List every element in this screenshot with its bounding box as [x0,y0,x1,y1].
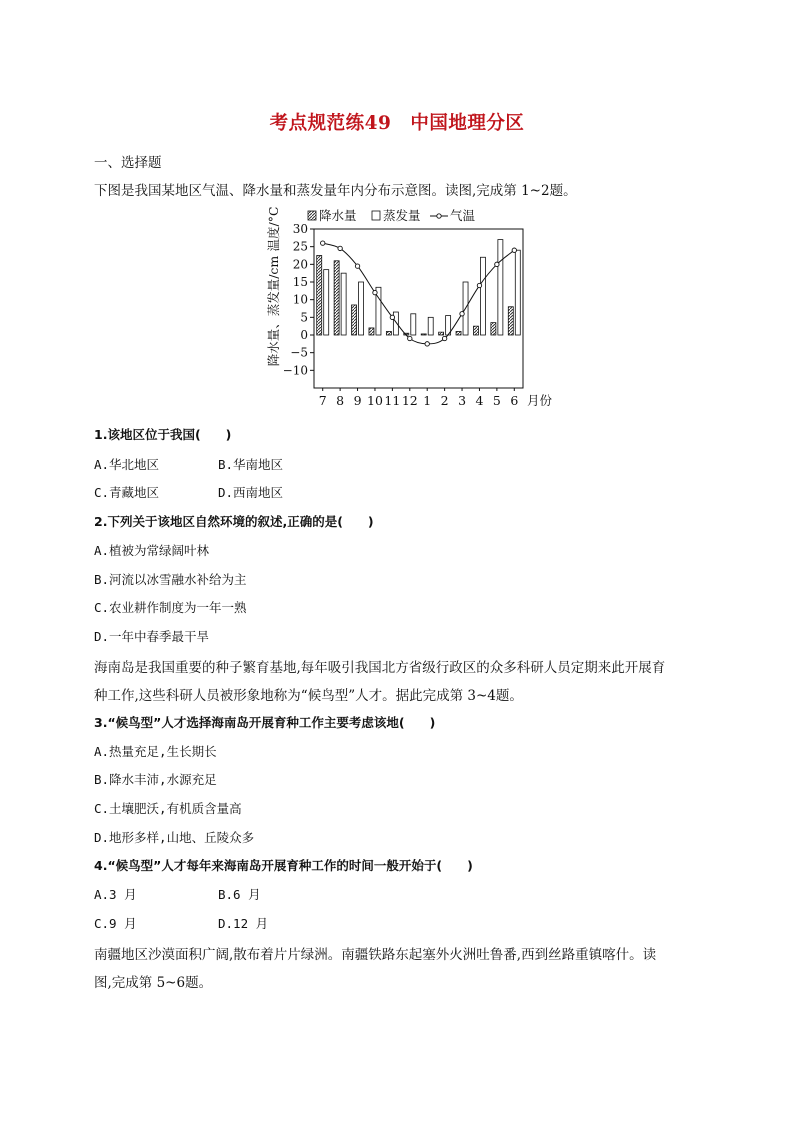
x-tick-label: 11 [384,393,401,408]
q2-option-b: B.河流以冰雪融水补给为主 [94,572,247,587]
x-tick-label: 4 [475,393,484,408]
q4-option-d: D.12 月 [218,916,269,931]
temperature-point [373,290,377,294]
y-tick-label: 5 [300,310,308,325]
legend-precip-label: 降水量 [319,208,357,223]
q2-option-d: D.一年中春季最干旱 [94,629,210,644]
legend-evap-swatch [372,211,380,220]
q1-option-c: C.青藏地区 [94,485,160,500]
q4-option-b: B.6 月 [218,887,261,902]
question-3-stem: 3.“候鸟型”人才选择海南岛开展育种工作主要考虑该地( ) [94,715,436,730]
temperature-point [495,262,499,266]
question-2-stem: 2.下列关于该地区自然环境的叙述,正确的是( ) [94,514,374,529]
y-tick-label: 15 [292,275,308,289]
y-tick-label: −10 [282,363,308,378]
climate-chart [264,206,553,417]
precipitation-bar [317,256,322,336]
temperature-point [425,342,429,346]
legend-temp-label: 气温 [450,208,476,223]
evaporation-bar [411,314,416,335]
y-tick-label: 30 [292,222,308,236]
x-axis-label: 月份 [527,393,553,408]
q3-option-b: B.降水丰沛,水源充足 [94,772,217,787]
passage-2-line-2: 种工作,这些科研人员被形象地称为“候鸟型”人才。据此完成第 3~4题。 [94,688,523,704]
section-heading: 一、选择题 [94,155,162,171]
temperature-point [477,283,481,287]
precipitation-bar [491,323,496,335]
q1-option-a: A.华北地区 [94,457,160,472]
evaporation-bar [428,317,433,335]
x-tick-label: 6 [510,393,519,408]
x-tick-label: 3 [458,393,467,408]
temperature-point [408,336,412,340]
q3-option-c: C.土壤肥沃,有机质含量高 [94,801,242,816]
intro-text-1: 下图是我国某地区气温、降水量和蒸发量年内分布示意图。读图,完成第 1~2题。 [94,183,577,199]
x-tick-label: 5 [492,393,501,408]
precipitation-bar [508,307,513,335]
x-tick-label: 2 [440,393,449,408]
q2-option-a: A.植被为常绿阔叶林 [94,543,210,558]
precipitation-bar [473,326,478,335]
temperature-point [512,248,516,252]
y-axis-label-left [266,256,281,367]
evaporation-bar [498,240,503,335]
y-axis-label-primary: 降水量、蒸发量/cm [266,255,281,367]
evaporation-bar [324,270,329,335]
passage-3-line-2: 图,完成第 5~6题。 [94,975,213,991]
chart-legend [308,208,476,223]
y-tick-label: 0 [300,328,308,342]
precipitation-bar [369,328,374,335]
y-tick-label: 25 [292,239,308,254]
y-axis-label-secondary: 温度/°C [266,206,281,252]
q3-option-a: A.热量充足,生长期长 [94,744,217,759]
y-axis-label-right [266,206,281,251]
q4-option-c: C.9 月 [94,916,137,931]
x-tick-label: 8 [336,393,345,408]
legend-precip-swatch [308,211,316,220]
temperature-point [355,264,359,268]
temperature-point [460,312,464,316]
y-tick-label: 20 [292,257,308,272]
evaporation-bar [480,257,485,335]
question-4-stem: 4.“候鸟型”人才每年来海南岛开展育种工作的时间一般开始于( ) [94,858,473,873]
temperature-point [390,315,394,319]
q1-option-d: D.西南地区 [218,485,284,500]
precipitation-bar [439,332,444,335]
x-tick-label: 1 [423,393,432,408]
x-tick-label: 10 [367,393,383,408]
q3-option-d: D.地形多样,山地、丘陵众多 [94,830,255,845]
legend-evap-label: 蒸发量 [383,208,421,223]
y-tick-label: −5 [290,345,308,360]
x-tick-label: 7 [318,393,327,408]
q4-option-a: A.3 月 [94,887,137,902]
precipitation-bar [386,331,391,335]
precipitation-bar [352,305,357,335]
q1-option-b: B.华南地区 [218,457,284,472]
temperature-point [338,246,342,250]
precipitation-bar [456,331,461,335]
legend-temp-marker [437,214,441,218]
temperature-point [321,241,325,245]
evaporation-bar [341,273,346,335]
evaporation-bar [515,250,520,335]
evaporation-bar [359,282,364,335]
q2-option-c: C.农业耕作制度为一年一熟 [94,600,247,615]
precipitation-bar [421,334,426,335]
precipitation-bar [334,261,339,335]
passage-3-line-1: 南疆地区沙漠面积广阔,散布着片片绿洲。南疆铁路东起塞外火洲吐鲁番,西到丝路重镇喀什。读 [94,947,657,963]
temperature-point [442,336,446,340]
x-tick-label: 9 [353,393,362,408]
question-1-stem: 1.该地区位于我国( ) [94,427,232,442]
y-tick-label: 10 [292,292,308,307]
passage-2-line-1: 海南岛是我国重要的种子繁育基地,每年吸引我国北方省级行政区的众多科研人员定期来此开展育 [94,660,666,676]
page-title: 考点规范练49 中国地理分区 [269,113,525,134]
x-tick-label: 12 [401,393,418,408]
